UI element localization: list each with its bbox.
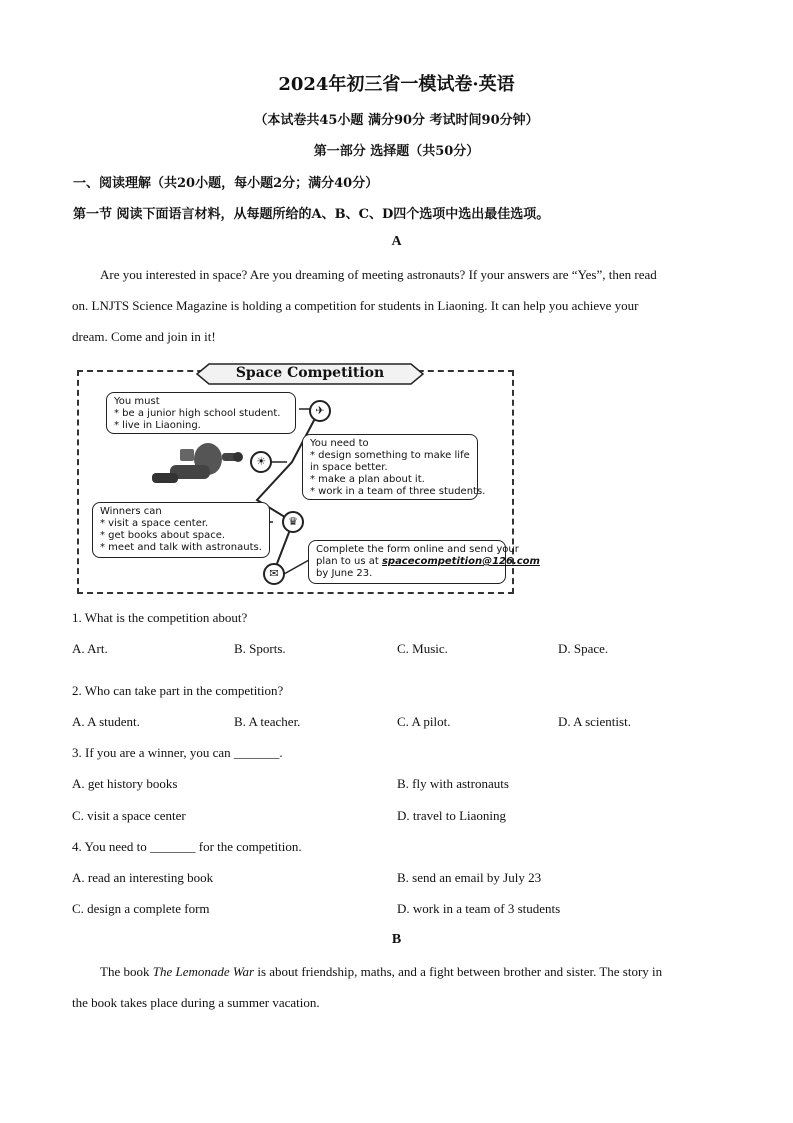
rocket-icon: ✈ xyxy=(309,400,331,422)
question-stem: 4. You need to _______ for the competition. xyxy=(72,839,302,854)
option-c[interactable]: C. visit a space center xyxy=(72,808,186,823)
option-d[interactable]: D. Space. xyxy=(558,641,609,656)
passage-b-line: the book takes place during a summer vacation. xyxy=(72,995,320,1010)
competition-email[interactable]: spacecompetition@126.com xyxy=(381,556,540,567)
option-b[interactable]: B. fly with astronauts xyxy=(397,776,509,791)
banner-title: Space Competition xyxy=(235,365,385,381)
winners-bubble: Winners can * visit a space center. * get books about space. * meet and talk with astronauts. xyxy=(92,502,270,558)
passage-a-line: on. LNJTS Science Magazine is holding a competition for students in Liaoning. It can help you achieve your xyxy=(72,298,639,313)
page-title: 2024年初三省一模试卷·英语 xyxy=(278,74,515,95)
option-c[interactable]: C. A pilot. xyxy=(397,714,451,729)
option-d[interactable]: D. work in a team of 3 students xyxy=(397,901,561,916)
option-d[interactable]: D. A scientist. xyxy=(558,714,631,729)
passage-b-letter: B xyxy=(391,932,402,947)
passage-b-line: The book The Lemonade War is about friendship, maths, and a fight between brother and sister. The story in xyxy=(100,964,663,979)
part-heading: 第一部分 选择题（共50分） xyxy=(313,144,480,159)
option-b[interactable]: B. A teacher. xyxy=(234,714,301,729)
option-d[interactable]: D. travel to Liaoning xyxy=(397,808,507,823)
option-c[interactable]: C. Music. xyxy=(397,641,448,656)
option-a[interactable]: A. A student. xyxy=(72,714,140,729)
section-instruction: 第一节 阅读下面语言材料，从每题所给的A、B、C、D四个选项中选出最佳选项。 xyxy=(73,207,550,222)
exam-info: （本试卷共45小题 满分90分 考试时间90分钟） xyxy=(254,113,539,128)
option-a[interactable]: A. read an interesting book xyxy=(72,870,214,885)
section-heading: 一、阅读理解（共20小题，每小题2分；满分40分） xyxy=(73,176,379,191)
trophy-icon: ♛ xyxy=(282,511,304,533)
passage-a-letter: A xyxy=(391,234,402,249)
lightbulb-icon: ☀ xyxy=(250,451,272,473)
question-stem: 2. Who can take part in the competition? xyxy=(72,683,284,698)
option-a[interactable]: A. Art. xyxy=(72,641,108,656)
question-stem: 3. If you are a winner, you can _______. xyxy=(72,745,283,760)
option-b[interactable]: B. send an email by July 23 xyxy=(397,870,542,885)
tasks-bubble: You need to * design something to make life in space better. * make a plan about it. * work in a team of three students. xyxy=(302,434,478,500)
envelope-icon: ✉ xyxy=(263,563,285,585)
option-c[interactable]: C. design a complete form xyxy=(72,901,210,916)
astronaut-illustration xyxy=(150,435,245,495)
book-title: The Lemonade War xyxy=(152,964,255,979)
option-b[interactable]: B. Sports. xyxy=(234,641,286,656)
question-stem: 1. What is the competition about? xyxy=(72,610,248,625)
passage-a-line: dream. Come and join in it! xyxy=(72,329,216,344)
passage-a-line: Are you interested in space? Are you dreaming of meeting astronauts? If your answers are “Yes”, then read xyxy=(100,267,657,282)
form-bubble: Complete the form online and send your plan to us at spacecompetition@126.com by June 23. xyxy=(308,540,506,584)
requirements-bubble: You must * be a junior high school student. * live in Liaoning. xyxy=(106,392,296,434)
option-a[interactable]: A. get history books xyxy=(72,776,178,791)
